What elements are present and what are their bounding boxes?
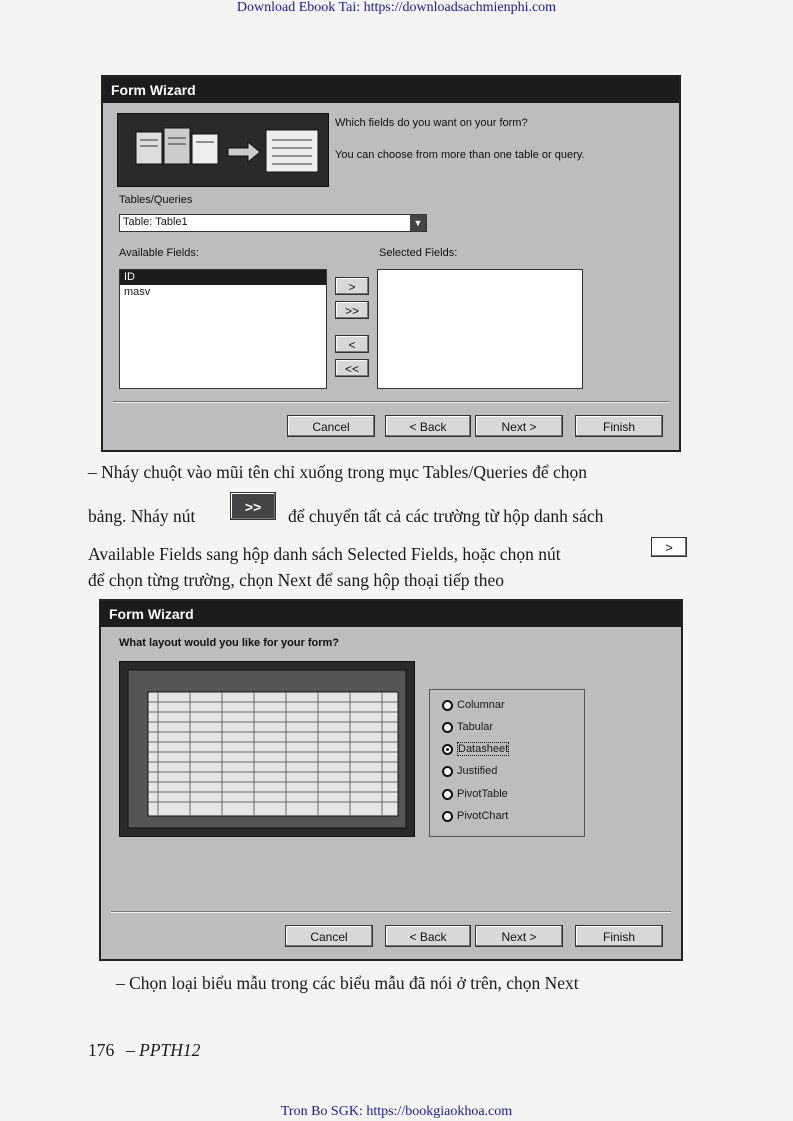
radio-icon[interactable] — [442, 722, 453, 733]
layout-option-pivotchart[interactable]: PivotChart — [442, 807, 508, 825]
dialog-title: Form Wizard — [103, 77, 679, 103]
page-number: 176 — [88, 1040, 115, 1060]
next-button[interactable]: Next > — [475, 415, 563, 437]
page-series: – PPTH12 — [126, 1040, 201, 1060]
fields-question: Which fields do you want on your form? — [335, 117, 528, 129]
tables-queries-label: Tables/Queries — [119, 194, 193, 206]
selected-fields-label: Selected Fields: — [379, 247, 458, 259]
cancel-button[interactable]: Cancel — [287, 415, 375, 437]
inline-move-all-button-image: >> — [230, 492, 276, 520]
layout-option-pivottable[interactable]: PivotTable — [442, 785, 508, 803]
instruction-line-5: – Chọn loại biểu mẫu trong các biểu mẫu đã nói ở trên, chọn Next — [116, 973, 579, 993]
layout-option-columnar[interactable]: Columnar — [442, 696, 505, 714]
layout-question: What layout would you like for your form? — [119, 637, 340, 649]
finish-button[interactable]: Finish — [575, 415, 663, 437]
layout-option-justified[interactable]: Justified — [442, 762, 497, 780]
available-fields-list[interactable] — [119, 269, 327, 389]
instruction-line-4: để chọn từng trường, chọn Next để sang hộp thoại tiếp theo — [88, 570, 505, 590]
radio-selected-icon[interactable] — [442, 744, 453, 755]
back-button[interactable]: < Back — [385, 925, 471, 947]
remove-one-button[interactable]: < — [335, 335, 369, 353]
form-wizard-fields-dialog — [101, 75, 681, 452]
move-all-button[interactable]: >> — [335, 301, 369, 319]
instruction-line-3: Available Fields sang hộp danh sách Selected Fields, hoặc chọn nút — [88, 544, 561, 564]
list-item[interactable]: ID — [120, 270, 326, 285]
instruction-line-1: – Nháy chuột vào mũi tên chỉ xuống trong mục Tables/Queries để chọn — [88, 462, 588, 482]
layout-option-datasheet[interactable]: Datasheet — [442, 740, 509, 758]
instruction-line-2a: bảng. Nháy nút — [88, 506, 196, 526]
remove-all-button[interactable]: << — [335, 359, 369, 377]
tables-queries-combo[interactable] — [119, 214, 427, 232]
inline-move-one-button-image: > — [651, 537, 687, 557]
dialog-title: Form Wizard — [101, 601, 681, 627]
layout-options-group — [429, 689, 585, 837]
available-fields-label: Available Fields: — [119, 247, 199, 259]
radio-icon[interactable] — [442, 700, 453, 711]
radio-icon[interactable] — [442, 789, 453, 800]
instruction-line-2b: để chuyển tất cả các trường từ hộp danh sách — [288, 506, 604, 526]
list-item[interactable]: masv — [124, 286, 151, 298]
footer-link[interactable]: Tron Bo SGK: https://bookgiaokhoa.com — [280, 1104, 513, 1119]
header-link[interactable]: Download Ebook Tai: https://downloadsachmienphi.com — [236, 0, 557, 15]
move-one-button[interactable]: > — [335, 277, 369, 295]
radio-icon[interactable] — [442, 811, 453, 822]
form-wizard-layout-dialog — [99, 599, 683, 961]
back-button[interactable]: < Back — [385, 415, 471, 437]
radio-icon[interactable] — [442, 766, 453, 777]
divider — [111, 911, 671, 913]
selected-fields-list[interactable] — [377, 269, 583, 389]
cancel-button[interactable]: Cancel — [285, 925, 373, 947]
finish-button[interactable]: Finish — [575, 925, 663, 947]
layout-option-tabular[interactable]: Tabular — [442, 718, 493, 736]
tables-queries-value: Table: Table1 — [123, 216, 188, 228]
next-button[interactable]: Next > — [475, 925, 563, 947]
layout-preview — [119, 661, 415, 837]
dropdown-arrow-icon[interactable]: ▼ — [410, 215, 426, 231]
fields-hint: You can choose from more than one table or query. — [335, 149, 585, 161]
wizard-illustration — [117, 113, 329, 187]
divider — [113, 401, 669, 403]
